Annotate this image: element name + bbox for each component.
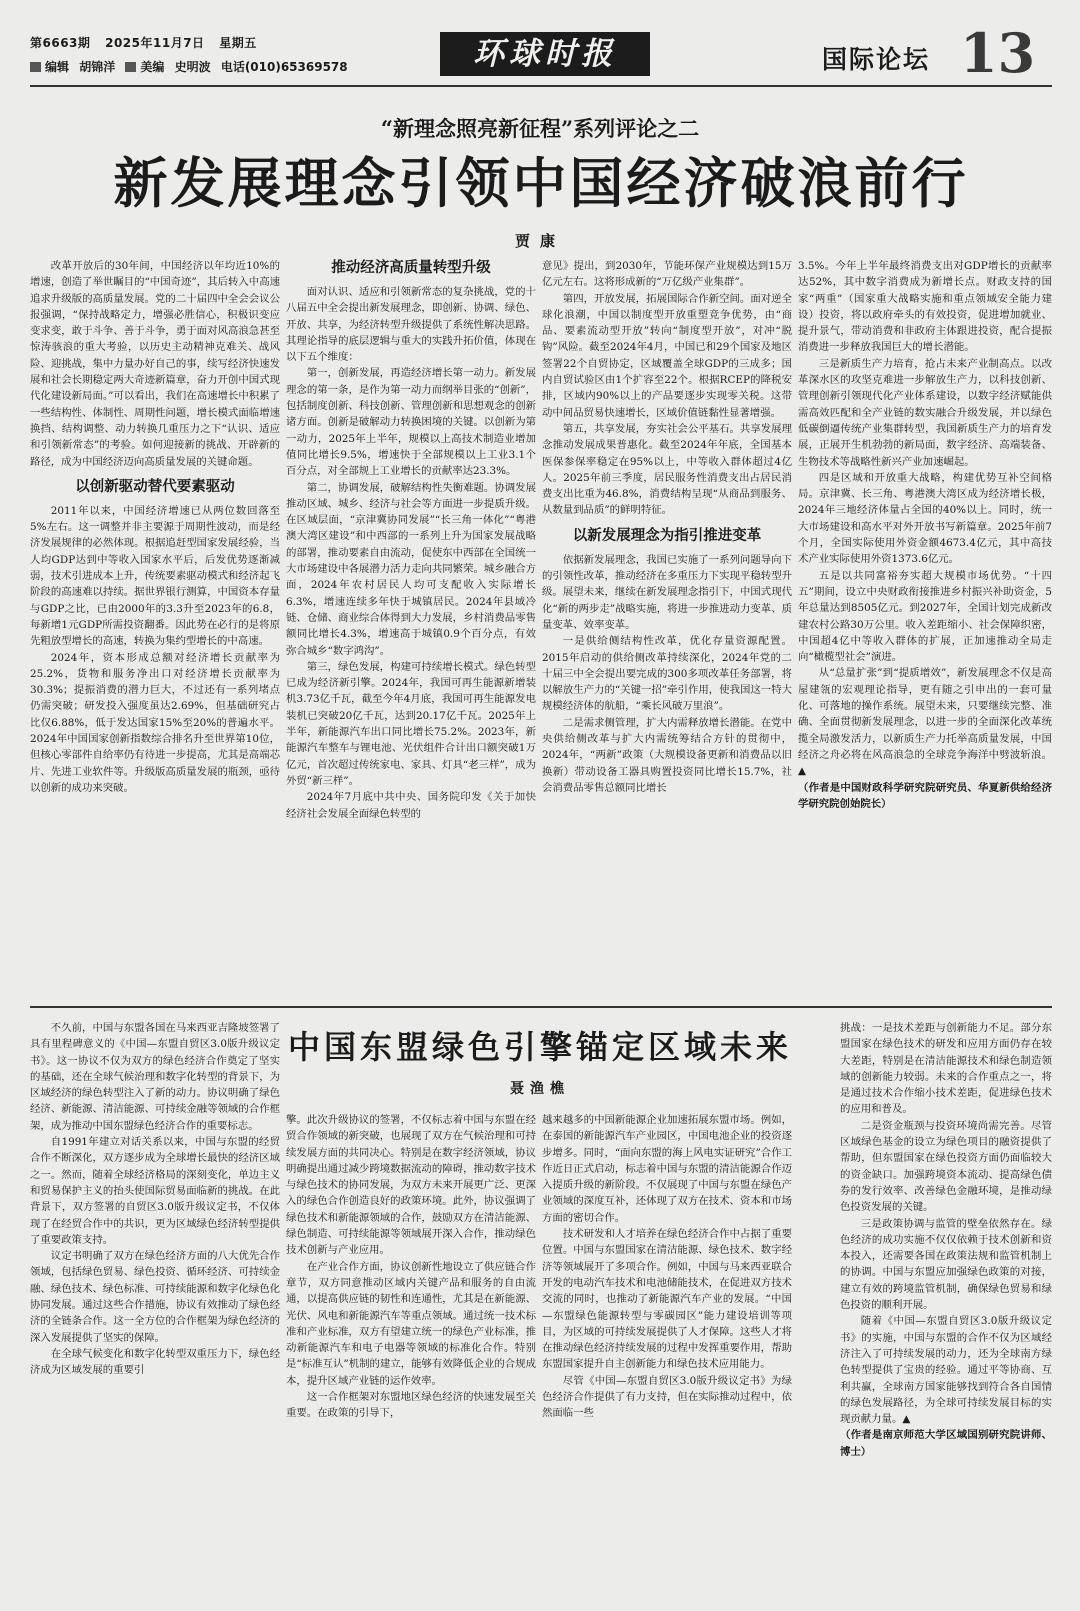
article2-title: 中国东盟绿色引擎锚定区域未来 xyxy=(287,1028,792,1066)
paragraph: 3.5%。今年上半年最终消费支出对GDP增长的贡献率达52%，其中数字消费成为新增长点。财政支持的国家“两重”（国家重大战略实施和重点领域安全能力建设）投资，将以政府牵头的有效投资，促进增加就业、提升景气，带动消费和非政府主体跟进投资，配合提振消费进一步释放我国巨大的增长潜能。 xyxy=(798,260,1052,354)
square-bullet-icon xyxy=(125,62,136,72)
square-bullet-icon xyxy=(30,62,41,72)
subheading: 以创新驱动替代要素驱动 xyxy=(75,478,235,495)
article1-column-3 xyxy=(542,258,792,1000)
article1-title: 新发展理念引领中国经济破浪前行 xyxy=(113,152,969,215)
paragraph: 改革开放后的30年间，中国经济以年均近10%的增速，创造了举世瞩目的“中国奇迹”，其后转入中高速追求升级版的高质量发展。党的二十届四中全会会议公报强调，“保持战略定力，增强必胜信心，积极识变应变求变，敢于斗争、善于斗争，勇于面对风高浪急甚至惊涛骇浪的重大考验，以历史主动精神克难关、战风险、迎挑战，集中力量办好自己的事，续写经济快速发展和社会长期稳定两大奇迹新篇章，奋力开创中国式现代化建设新局面。”可以看出，我们在高速增长中积累了一些结构性、体制性、周期性问题，增长模式面临增速换挡、结构调整、动力转换几重压力之下“认识、适应和引领新常态”的考验。如何迎接新的挑战、开辟新的路径，成为中国经济迈向高质量发展的关键命题。 xyxy=(30,260,280,468)
paragraph: 擎。此次升级协议的签署，不仅标志着中国与东盟在经贸合作领域的新突破，也展现了双方在气候治理和可持续发展方面的共同决心。特别是在数字经济领域，协议明确提出通过减少跨境数据流动的障碍，推动数字技术与绿色技术的协同发展，为双方未来开展更广泛、更深入的绿色合作创造良好的政策环境。此外，协议强调了绿色技术和新能源领域的合作，鼓励双方在清洁能源、绿色制造、可持续能源等领域展开深入合作，推动绿色技术创新与产业应用。 xyxy=(286,1114,536,1257)
paragraph: 议定书明确了双方在绿色经济方面的八大优先合作领域，包括绿色贸易、绿色投资、循环经济、可持续金融、绿色技术、绿色标准、可持续能源和数字化绿色化协同发展。通过这些合作措施，协议有效推动了绿色经济的全链条合作。这一全方位的合作框架为绿色经济的深入发展提供了坚实的保障。 xyxy=(30,1250,280,1344)
paragraph: 第五，共享发展，夯实社会公平基石。共享发展理念推动发展成果普惠化。截至2024年年底，全国基本医保参保率稳定在95%以上，中等收入群体超过4亿人。2025年前三季度，居民服务性消费支出占居民消费支出比重为46.8%，消费结构呈现“从商品到服务、从数量到品质”的鲜明特征。 xyxy=(542,422,792,517)
editor-label: 编辑 xyxy=(45,60,70,74)
staff-line xyxy=(30,58,354,75)
article2-column-4 xyxy=(840,1020,1052,1602)
paragraph: 在全球气候变化和数字化转型双重压力下，绿色经济成为区域发展的重要引 xyxy=(30,1347,280,1377)
paragraph: 这一合作框架对东盟地区绿色经济的快速发展至关重要。在政策的引导下， xyxy=(286,1391,536,1420)
author-bio: （作者是中国财政科学研究院研究员、华夏新供给经济学研究院创始院长） xyxy=(798,781,1052,810)
issue-date: 2025年11月7日 xyxy=(105,36,205,50)
paragraph: 尽管《中国—东盟自贸区3.0版升级议定书》为绿色经济合作提供了有力支持，但在实际推动过程中，依然面临一些 xyxy=(542,1374,792,1420)
paragraph: 不久前，中国与东盟各国在马来西亚吉隆坡签署了具有里程碑意义的《中国—东盟自贸区3.0版升级议定书》。这一协议不仅为双方的绿色经济合作奠定了坚实的基础，还在全球气候治理和数字化转型的背景下，为区域经济的绿色转型注入了新的动力。协议明确了绿色经济、新能源、清洁能源、可持续金融等领域的合作框架，成为推动中国东盟绿色经济合作的重要标志。 xyxy=(30,1022,280,1132)
paragraph: 2024年7月底中共中央、国务院印发《关于加快经济社会发展全面绿色转型的 xyxy=(286,791,536,820)
issue-line xyxy=(30,34,267,51)
article2-column-1 xyxy=(30,1020,280,1602)
issue-weekday: 星期五 xyxy=(219,36,257,50)
paragraph: 随着《中国—东盟自贸区3.0版升级议定书》的实施，中国与东盟的合作不仅为区域经济注入了可持续发展的动力，还为全球南方绿色转型提供了宝贵的经验。通过平等协商、互利共赢，全球南方国家能够找到符合各自国情的绿色发展路径，为全球可持续发展目标的实现贡献力量。▲ xyxy=(840,1315,1052,1426)
paragraph: 2024年，资本形成总额对经济增长贡献率为25.2%，货物和服务净出口对经济增长贡献率为30.3%；提振消费的潜力巨大，不过还有一系列堵点仍需突破；研发投入强度虽达2.69%，但基础研究占比仅6.88%，低于发达国家15%至20%的普遍水平。2024年中国国家创新指数综合排名升至世界第10位，但核心零部件自给率仍有待进一步提高，尤其是高端芯片、先进工业软件等。升级版高质量发展的瓶颈，亟待以创新的成功来突破。 xyxy=(30,651,280,794)
section-name: 国际论坛 xyxy=(822,45,931,74)
article1-series-label: “新理念照亮新征程”系列评论之二 xyxy=(380,116,700,141)
paragraph: 越来越多的中国新能源企业加速拓展东盟市场。例如，在泰国的新能源汽车产业园区，中国电池企业的投资逐步增多。同时，“面向东盟的海上风电实证研究”合作工作近日正式启动，标志着中国与东盟的清洁能源合作迈入提质升级的新阶段。不仅展现了中国与东盟在绿色产业领域的深度互补，还体现了双方在技术、资本和市场方面的密切合作。 xyxy=(542,1114,792,1224)
paragraph: 挑战：一是技术差距与创新能力不足。部分东盟国家在绿色技术的研发和应用方面仍存在较大差距，特别是在清洁能源技术和绿色制造领域的创新能力较弱。未来的合作重点之一，将是通过技术合作缩小技术差距，促进绿色技术的应用和普及。 xyxy=(840,1022,1052,1116)
article1-author: 贾康 xyxy=(514,232,565,250)
paragraph: 第二，协调发展，破解结构性失衡难题。协调发展推动区域、城乡、经济与社会等方面进一步提质升级。在区域层面，“京津冀协同发展”“长三角一体化”“粤港澳大湾区建设”和中西部的一系列上升为国家发展战略的部署，推动要素自由流动，促使东中西部在全国统一大市场建设中各展潜力活力走向共同繁荣。城乡融合方面，2024年农村居民人均可支配收入实际增长6.3%，增速连续多年快于城镇居民。2024年县域冷链、仓储、商业综合体得到大力发展，乡村消费品零售额同比增长4.3%，增速高于城镇0.9个百分点，有效弥合城乡“数字鸿沟”。 xyxy=(286,481,536,657)
designer-name: 史明波 xyxy=(174,60,211,74)
author-bio: （作者是南京师范大学区域国别研究院讲师、博士） xyxy=(840,1429,1052,1458)
header-rule xyxy=(30,85,1052,87)
paragraph: 二是需求侧管理，扩大内需释放增长潜能。在党中央供给侧改革与扩大内需统筹结合方针的贯彻中，2024年，“两新”政策（大规模设备更新和消费品以旧换新）带动设备工器具购置投资同比增长15.7%，社会消费品零售总额同比增长 xyxy=(542,716,792,794)
paragraph: 第三，绿色发展，构建可持续增长模式。绿色转型已成为经济新引擎。2024年，我国可再生能源新增装机3.73亿千瓦，截至今年4月底，我国可再生能源发电装机已突破20亿千瓦，达到20.17亿千瓦。2025年上半年，新能源汽车出口同比增长75.2%。2023年，新能源汽车整车与锂电池、光伏组件合计出口额突破1万亿元，首次超过传统家电、家具、灯具“老三样”，成为外贸“新三样”。 xyxy=(286,660,536,787)
article2-heading-block xyxy=(245,1018,835,1108)
paragraph: 依据新发展理念，我国已实施了一系列问题导向下的引领性改革，推动经济在多重压力下实现平稳转型升级。展望未来，继续在新发展理念指引下，中国式现代化“新的两步走”战略实施，将进一步推进动力变革、质量变革、效率变革。 xyxy=(542,553,792,631)
paragraph: 第四，开放发展，拓展国际合作新空间。面对逆全球化浪潮，中国以制度型开放重塑竞争优势，由“商品、要素流动型开放”转向“制度型开放”，对冲“脱钩”风险。截至2024年4月，中国已和29个国家及地区签署22个自贸协定，区域覆盖全球GDP的三成多；国内自贸试验区由1个扩容至22个。根据RCEP的降税安排，区域内90%以上的产品要逐步实现零关税。这带动中间品贸易快速增长，区域价值链黏性显著增强。 xyxy=(542,292,792,419)
article2-column-2 xyxy=(286,1112,536,1602)
article1-column-2 xyxy=(286,258,536,1000)
editor-name: 胡锦洋 xyxy=(79,60,116,74)
paragraph: 五是以共同富裕夯实超大规模市场优势。“十四五”期间，设立中央财政衔接推进乡村振兴补助资金，5年总量达到8505亿元。到2027年，全国计划完成新改建农村公路30万公里。收入差距缩小、社会保障织密，中国超4亿中等收入群体的扩展，正加速推动全局走向“橄榄型社会”演进。 xyxy=(798,569,1052,664)
paragraph: 意见》提出，到2030年，节能环保产业规模达到15万亿元左右。这将形成新的“万亿级产业集群”。 xyxy=(542,260,792,289)
paragraph: 第一，创新发展，再造经济增长第一动力。新发展理念的第一条，是作为第一动力而纲举目张的“创新”，包括制度创新、科技创新、管理创新和思想观念的创新诸方面。创新是破解动力转换困境的关键。以创新为第一动力，2025年上半年，规模以上高技术制造业增加值同比增长9.5%，增速快于全部规模以上工业3.1个百分点，对全部规上工业增长的贡献率达23.3%。 xyxy=(286,367,536,478)
paragraph: 2011年以来，中国经济增速已从两位数回落至5%左右。这一调整并非主要源于周期性波动，而是经济发展规律的必然体现。根据追赶型国家发展经验，当人均GDP达到中等收入国家水平后，后发优势逐渐减弱，技术引进成本上升，传统要素驱动模式和经济起飞阶段的高速难以持续。据世界银行测算，中国资本存量与GDP之比，已由2000年的3.3升至2023年的6.8，每新增1元GDP所需投资翻番。因此势在必行的是将原先粗放型增长的高速，转换为集约型增长的中高速。 xyxy=(30,504,280,648)
article2-author: 聂渔樵 xyxy=(510,1081,570,1097)
article1-column-4 xyxy=(798,258,1052,1000)
paragraph: 一是供给侧结构性改革，优化存量资源配置。2015年启动的供给侧改革持续深化，2024年党的二十届三中全会提出要完成的300多项改革任务部署，将以解放生产力的“关键一招”牵引作用，使我国这一特大规模经济体的航船，“乘长风破万里浪”。 xyxy=(542,635,792,713)
masthead xyxy=(0,0,1080,85)
article2-column-3 xyxy=(542,1112,792,1602)
subheading: 推动经济高质量转型升级 xyxy=(331,260,491,276)
article1-column-1 xyxy=(30,258,280,1000)
page-number: 13 xyxy=(960,21,1036,85)
paragraph: 三是政策协调与监管的壁垒依然存在。绿色经济的成功实施不仅仅依赖于技术创新和资本投入，还需要各国在政策法规和监管机制上的协调。中国与东盟应加强绿色政策的对接，建立有效的跨境监管机制，确保绿色贸易和绿色投资的顺利开展。 xyxy=(840,1217,1052,1312)
paragraph: 从“总量扩张”到“提质增效”，新发展理念不仅是高屋建瓴的宏观理论指导，更有随之引申出的一套可量化、可落地的操作系统。展望未来，只要继续完整、准确、全面贯彻新发展理念，以进一步的全面深化改革统揽全局激发活力，以新质生产力托举高质量发展，中国经济之舟必将在风高浪急的全球竞争海洋中劈波斩浪。▲ xyxy=(798,667,1052,778)
article-divider xyxy=(30,1006,1052,1008)
paragraph: 三是新质生产力培育，抢占未来产业制高点。以改革深水区的攻坚克难进一步解放生产力，以科技创新、管理创新引领现代化产业体系建设，以数字经济赋能供需高效匹配和全产业链的数实融合升级发展，并以绿色低碳倒逼传统产业集群转型，我国新质生产力的培育发展，正展开生机勃勃的新局面，数字经济、高端装备、生物技术等战略性新兴产业加速崛起。 xyxy=(798,357,1052,468)
paragraph: 四是区域和开放重大战略，构建优势互补空间格局。京津冀、长三角、粤港澳大湾区成为经济增长极，2024年三地经济体量占全国的40%以上。同时，统一大市场建设和高水平对外开放书写新篇章。2025年前7个月，全国实际使用外资金额4673.4亿元，其中高技术产业实际使用外资1373.6亿元。 xyxy=(798,471,1052,566)
paragraph: 自1991年建立对话关系以来，中国与东盟的经贸合作不断深化，双方逐步成为全球增长最快的经济区域之一。然而，随着全球经济格局的深刻变化，单边主义和贸易保护主义的抬头使国际贸易面临新的挑战。在此背景下，双方签署的自贸区3.0版升级议定书，不仅体现了在经贸合作中的共识，更为区域绿色经济转型提供了重要政策支持。 xyxy=(30,1136,280,1246)
newspaper-logo: 环球时报 xyxy=(440,32,650,76)
paragraph: 技术研发和人才培养在绿色经济合作中占据了重要位置。中国与东盟国家在清洁能源、绿色技术、数字经济等领域展开了多项合作。例如，中国与马来西亚联合开发的电动汽车技术和电池储能技术，在促进双方技术交流的同时，也推动了新能源汽车产业的发展。“中国—东盟绿色能源转型与零碳园区”能力建设培训等项目，为区域的可持续发展提供了人才保障。这些人才将在推动绿色经济持续发展的过程中发挥重要作用，帮助东盟国家提升自主创新能力和绿色技术应用能力。 xyxy=(542,1228,792,1371)
paragraph: 在产业合作方面，协议创新性地设立了供应链合作章节，双方同意推动区域内关键产品和服务的自由流通，以提高供应链的韧性和连通性，尤其是在新能源、光伏、风电和新能源汽车等重点领域。通过统一技术标准和产业标准，双方有望建立统一的绿色产业标准，推动新能源汽车和电子电器等领域的标准化合作。特别是“标准互认”机制的建立，能够有效降低企业的合规成本，提升区域产业链的运作效率。 xyxy=(286,1260,536,1387)
designer-label: 美编 xyxy=(140,60,165,74)
subheading: 以新发展理念为指引推进变革 xyxy=(572,527,762,544)
phone-number: 电话(010)65369578 xyxy=(220,60,348,74)
issue-number: 第6663期 xyxy=(30,36,91,50)
paragraph: 二是资金瓶颈与投资环境尚需完善。尽管区域绿色基金的设立为绿色项目的融资提供了帮助，但东盟国家在绿色投资方面仍面临较大的资金缺口。加强跨境资本流动、提高绿色债券的发行效率、改善绿色金融环境，是推动绿色投资发展的关键。 xyxy=(840,1119,1052,1214)
paragraph: 面对认识、适应和引领新常态的复杂挑战，党的十八届五中全会提出新发展理念，即创新、协调、绿色、开放、共享，为经济转型升级提供了系统性解决思路。其理论指导的底层逻辑与重大的实践升拓价值，体现在以下五个维度： xyxy=(286,286,536,364)
